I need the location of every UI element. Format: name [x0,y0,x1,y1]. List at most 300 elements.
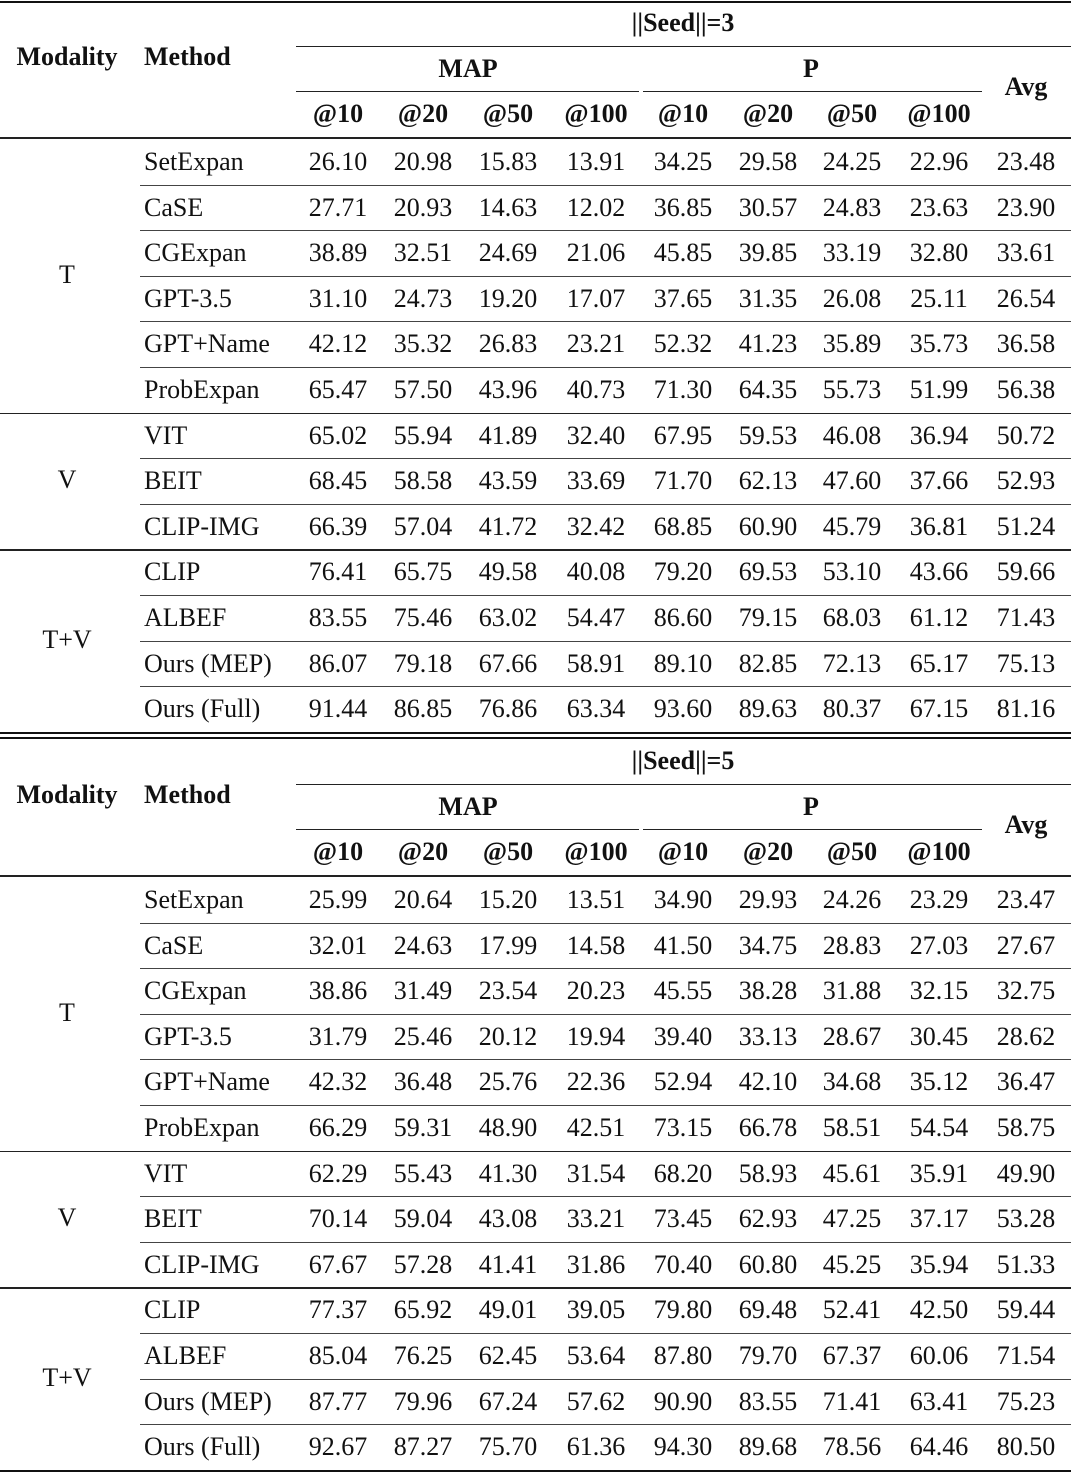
row-separator [140,923,1071,924]
row-separator [140,1014,1071,1015]
table-cell: 85.04 [308,1341,368,1370]
table-cell: 22.96 [909,147,969,176]
table-cell: 71.43 [996,603,1056,632]
table-cell: 30.45 [909,1021,969,1051]
avg-header: Avg [1004,72,1048,101]
table-cell: 22.36 [566,1067,626,1097]
seed-header: ||Seed||=3 [631,8,735,37]
table-cell: 31.54 [566,1158,626,1188]
table-seed-3 [0,0,1071,736]
metric-k-header: @50 [826,99,878,128]
table-cell: 79.15 [738,603,798,632]
table-cell: 35.94 [909,1249,969,1279]
modality-label: T [59,997,75,1027]
method-name: CGExpan [144,238,247,268]
table-cell: 59.04 [393,1204,453,1234]
table-cell: 27.03 [909,930,969,960]
table-cell: 26.54 [996,283,1056,313]
table-cell: 38.28 [738,976,798,1006]
table-cell: 19.20 [478,283,538,313]
p-header: P [803,792,819,821]
top-rule [0,732,1071,734]
p-underline [643,91,982,92]
table-cell: 51.99 [909,375,969,404]
table-cell: 31.10 [308,283,368,313]
row-separator [140,1242,1071,1243]
method-name: VIT [144,420,188,450]
table-cell: 54.47 [566,603,626,632]
table-cell: 80.50 [996,1432,1056,1462]
table-cell: 24.73 [393,283,453,313]
table-cell: 20.23 [566,976,626,1006]
table-cell: 94.30 [653,1432,713,1462]
table-cell: 25.76 [478,1067,538,1097]
table-cell: 65.47 [308,375,368,404]
table-cell: 37.65 [653,283,713,313]
table-cell: 86.07 [308,648,368,678]
table-cell: 23.63 [909,192,969,222]
metric-k-header: @100 [564,99,628,128]
table-cell: 41.23 [738,329,798,359]
table-cell: 49.01 [478,1295,538,1325]
row-separator [140,1105,1071,1106]
top-rule-2 [0,737,1071,739]
table-cell: 20.93 [393,192,453,222]
table-cell: 20.12 [478,1021,538,1051]
table-cell: 70.40 [653,1249,713,1279]
table-cell: 89.68 [738,1432,798,1462]
table-cell: 32.40 [566,420,626,450]
table-cell: 72.13 [822,648,882,678]
table-cell: 62.13 [738,466,798,496]
table-cell: 36.58 [996,329,1056,359]
table-cell: 42.32 [308,1067,368,1097]
table-cell: 26.08 [822,283,882,313]
method-name: GPT-3.5 [144,283,232,313]
metric-k-header: @50 [482,837,534,866]
metric-k-header: @50 [482,99,534,128]
table-cell: 52.32 [653,329,713,359]
table-cell: 37.17 [909,1204,969,1234]
table-cell: 81.16 [996,694,1056,724]
method-name: ALBEF [144,603,227,632]
table-cell: 55.73 [822,375,882,404]
table-cell: 60.90 [738,511,798,541]
table-cell: 47.60 [822,466,882,496]
table-cell: 24.83 [822,192,882,222]
table-cell: 42.51 [566,1113,626,1142]
table-cell: 20.64 [393,885,453,914]
table-cell: 62.29 [308,1158,368,1188]
row-separator [140,1196,1071,1197]
table-cell: 36.94 [909,420,969,450]
table-cell: 69.48 [738,1295,798,1325]
table-cell: 67.67 [308,1249,368,1279]
table-cell: 75.23 [996,1386,1056,1416]
table-cell: 67.95 [653,420,713,450]
table-cell: 82.85 [738,648,798,678]
method-header: Method [144,42,231,71]
table-cell: 64.46 [909,1432,969,1462]
table-cell: 39.05 [566,1295,626,1325]
table-cell: 76.41 [308,557,368,587]
table-cell: 79.20 [653,557,713,587]
row-separator [140,1379,1071,1380]
table-cell: 19.94 [566,1021,626,1051]
table-cell: 79.18 [393,648,453,678]
table-cell: 71.30 [653,375,713,404]
table-cell: 57.04 [393,511,453,541]
table-cell: 36.47 [996,1067,1056,1097]
table-cell: 68.45 [308,466,368,496]
table-cell: 34.25 [653,147,713,176]
table-cell: 71.41 [822,1386,882,1416]
table-cell: 75.13 [996,648,1056,678]
method-name: ALBEF [144,1341,227,1370]
table-cell: 32.01 [308,930,368,960]
method-name: Ours (Full) [144,694,261,724]
table-cell: 31.88 [822,976,882,1006]
table-cell: 52.41 [822,1295,882,1325]
modality-label: T+V [42,1362,92,1392]
table-cell: 39.40 [653,1021,713,1051]
table-cell: 29.93 [738,885,798,914]
table-cell: 43.96 [478,375,538,404]
table-cell: 58.51 [822,1113,882,1142]
table-cell: 43.59 [478,466,538,496]
seed-header: ||Seed||=5 [631,746,735,775]
table-cell: 59.31 [393,1113,453,1142]
table-cell: 62.45 [478,1341,538,1370]
row-separator [140,1424,1071,1425]
table-cell: 59.53 [738,420,798,450]
method-name: ProbExpan [144,1113,260,1142]
table-cell: 38.86 [308,976,368,1006]
table-cell: 34.75 [738,930,798,960]
modality-label: T [59,259,75,289]
table-cell: 55.43 [393,1158,453,1188]
table-cell: 60.06 [909,1341,969,1370]
metric-k-header: @20 [742,837,794,866]
table-cell: 21.06 [566,238,626,268]
table-cell: 76.25 [393,1341,453,1370]
table-cell: 89.63 [738,694,798,724]
table-cell: 66.39 [308,511,368,541]
table-cell: 17.99 [478,930,538,960]
row-separator [140,968,1071,969]
table-cell: 80.37 [822,694,882,724]
method-name: CLIP [144,557,201,587]
table-cell: 23.48 [996,147,1056,176]
seed-underline [296,784,1071,785]
table-cell: 25.46 [393,1021,453,1051]
header-rule [0,875,1071,877]
table-cell: 32.75 [996,976,1056,1006]
table-cell: 43.66 [909,557,969,587]
metric-k-header: @20 [742,99,794,128]
table-cell: 28.62 [996,1021,1056,1051]
table-cell: 64.35 [738,375,798,404]
method-name: CGExpan [144,976,247,1006]
table-cell: 55.94 [393,420,453,450]
table-cell: 43.08 [478,1204,538,1234]
row-separator [140,276,1071,277]
avg-header: Avg [1004,810,1048,839]
method-name: GPT+Name [144,1067,270,1097]
table-cell: 86.85 [393,694,453,724]
table-cell: 12.02 [566,192,626,222]
table-cell: 76.86 [478,694,538,724]
table-cell: 23.21 [566,329,626,359]
table-cell: 67.66 [478,648,538,678]
table-cell: 77.37 [308,1295,368,1325]
table-cell: 14.58 [566,930,626,960]
table-cell: 79.70 [738,1341,798,1370]
table-cell: 51.24 [996,511,1056,541]
table-cell: 45.55 [653,976,713,1006]
map-header: MAP [438,792,498,821]
row-separator [140,185,1071,186]
table-cell: 34.90 [653,885,713,914]
table-cell: 41.89 [478,420,538,450]
table-cell: 29.58 [738,147,798,176]
method-name: Ours (Full) [144,1432,261,1462]
table-cell: 34.68 [822,1067,882,1097]
top-rule [0,1,1071,3]
table-cell: 87.77 [308,1386,368,1416]
table-cell: 58.58 [393,466,453,496]
table-cell: 91.44 [308,694,368,724]
method-name: Ours (MEP) [144,648,272,678]
table-cell: 36.85 [653,192,713,222]
modality-header: Modality [16,42,118,71]
table-cell: 24.26 [822,885,882,914]
row-separator [140,686,1071,687]
table-cell: 67.37 [822,1341,882,1370]
metric-k-header: @10 [657,837,709,866]
table-cell: 51.33 [996,1249,1056,1279]
map-header: MAP [438,54,498,83]
table-cell: 63.02 [478,603,538,632]
modality-label: V [57,465,77,494]
table-cell: 89.10 [653,648,713,678]
table-cell: 59.44 [996,1295,1056,1325]
table-cell: 59.66 [996,557,1056,587]
table-cell: 35.73 [909,329,969,359]
group-rule [0,413,1071,415]
header-rule [0,137,1071,139]
table-cell: 35.91 [909,1158,969,1188]
table-cell: 63.34 [566,694,626,724]
table-cell: 75.46 [393,603,453,632]
table-cell: 27.71 [308,192,368,222]
table-cell: 71.54 [996,1341,1056,1370]
method-name: CaSE [144,930,204,960]
row-separator [140,595,1071,596]
table-cell: 49.58 [478,557,538,587]
table-cell: 27.67 [996,930,1056,960]
table-cell: 48.90 [478,1113,538,1142]
table-cell: 65.02 [308,420,368,450]
row-separator [140,321,1071,322]
method-name: GPT-3.5 [144,1021,232,1051]
table-cell: 53.10 [822,557,882,587]
method-name: GPT+Name [144,329,270,359]
table-cell: 28.83 [822,930,882,960]
table-cell: 68.03 [822,603,882,632]
method-name: BEIT [144,466,202,496]
table-cell: 32.80 [909,238,969,268]
table-cell: 17.07 [566,283,626,313]
table-cell: 33.19 [822,238,882,268]
table-cell: 57.50 [393,375,453,404]
table-cell: 60.80 [738,1249,798,1279]
table-cell: 65.92 [393,1295,453,1325]
table-cell: 41.41 [478,1249,538,1279]
table-cell: 15.83 [478,147,538,176]
table-cell: 41.72 [478,511,538,541]
table-cell: 33.21 [566,1204,626,1234]
table-cell: 68.85 [653,511,713,541]
modality-label: T+V [42,624,92,654]
table-cell: 23.90 [996,192,1056,222]
metric-k-header: @100 [907,99,971,128]
table-cell: 66.29 [308,1113,368,1142]
table-cell: 61.36 [566,1432,626,1462]
table-cell: 83.55 [738,1386,798,1416]
table-cell: 45.85 [653,238,713,268]
method-name: VIT [144,1158,188,1188]
table-cell: 66.78 [738,1113,798,1142]
table-cell: 25.99 [308,885,368,914]
table-cell: 78.56 [822,1432,882,1462]
table-cell: 65.17 [909,648,969,678]
table-cell: 79.80 [653,1295,713,1325]
p-underline [643,829,982,830]
table-cell: 13.51 [566,885,626,914]
table-cell: 20.98 [393,147,453,176]
table-cell: 58.93 [738,1158,798,1188]
table-cell: 69.53 [738,557,798,587]
metric-k-header: @100 [907,837,971,866]
table-cell: 35.12 [909,1067,969,1097]
table-cell: 26.83 [478,329,538,359]
table-cell: 14.63 [478,192,538,222]
table-cell: 47.25 [822,1204,882,1234]
table-cell: 79.96 [393,1386,453,1416]
table-cell: 38.89 [308,238,368,268]
row-separator [140,1059,1071,1060]
table-cell: 35.89 [822,329,882,359]
table-cell: 87.80 [653,1341,713,1370]
table-cell: 41.50 [653,930,713,960]
method-name: BEIT [144,1204,202,1234]
method-name: CaSE [144,192,204,222]
table-cell: 24.63 [393,930,453,960]
table-cell: 58.75 [996,1113,1056,1142]
table-cell: 52.93 [996,466,1056,496]
table-cell: 23.54 [478,976,538,1006]
metric-k-header: @20 [397,99,449,128]
table-cell: 93.60 [653,694,713,724]
method-name: CLIP-IMG [144,1249,260,1279]
table-cell: 31.86 [566,1249,626,1279]
table-cell: 73.45 [653,1204,713,1234]
method-name: ProbExpan [144,375,260,404]
table-cell: 23.47 [996,885,1056,914]
table-cell: 24.25 [822,147,882,176]
table-cell: 40.08 [566,557,626,587]
table-cell: 68.20 [653,1158,713,1188]
table-cell: 70.14 [308,1204,368,1234]
table-cell: 32.15 [909,976,969,1006]
metric-k-header: @100 [564,837,628,866]
table-seed-5 [0,738,1071,1474]
table-cell: 32.51 [393,238,453,268]
table-cell: 92.67 [308,1432,368,1462]
table-cell: 26.10 [308,147,368,176]
table-cell: 73.15 [653,1113,713,1142]
table-cell: 39.85 [738,238,798,268]
table-cell: 62.93 [738,1204,798,1234]
table-cell: 53.28 [996,1204,1056,1234]
table-cell: 36.81 [909,511,969,541]
bottom-rule [0,1470,1071,1472]
metric-k-header: @20 [397,837,449,866]
row-separator [140,1333,1071,1334]
group-rule [0,1151,1071,1153]
table-cell: 83.55 [308,603,368,632]
table-cell: 63.41 [909,1386,969,1416]
metric-k-header: @10 [657,99,709,128]
table-cell: 33.13 [738,1021,798,1051]
group-rule [0,549,1071,551]
table-cell: 31.49 [393,976,453,1006]
group-rule [0,1287,1071,1289]
table-cell: 45.25 [822,1249,882,1279]
table-cell: 32.42 [566,511,626,541]
map-underline [296,91,639,92]
table-cell: 33.69 [566,466,626,496]
modality-label: V [57,1203,77,1232]
table-cell: 13.91 [566,147,626,176]
table-cell: 53.64 [566,1341,626,1370]
table-cell: 42.12 [308,329,368,359]
table-cell: 71.70 [653,466,713,496]
table-cell: 52.94 [653,1067,713,1097]
table-cell: 23.29 [909,885,969,914]
table-cell: 28.67 [822,1021,882,1051]
table-cell: 86.60 [653,603,713,632]
seed-underline [296,46,1071,47]
table-cell: 50.72 [996,420,1056,450]
table-cell: 42.10 [738,1067,798,1097]
table-cell: 75.70 [478,1432,538,1462]
table-cell: 46.08 [822,420,882,450]
map-underline [296,829,639,830]
row-separator [140,367,1071,368]
table-cell: 35.32 [393,329,453,359]
table-cell: 67.15 [909,694,969,724]
metric-k-header: @10 [312,837,364,866]
method-name: CLIP-IMG [144,511,260,541]
table-cell: 41.30 [478,1158,538,1188]
row-separator [140,230,1071,231]
row-separator [140,641,1071,642]
table-cell: 31.35 [738,283,798,313]
table-cell: 33.61 [996,238,1056,268]
table-cell: 56.38 [996,375,1056,404]
